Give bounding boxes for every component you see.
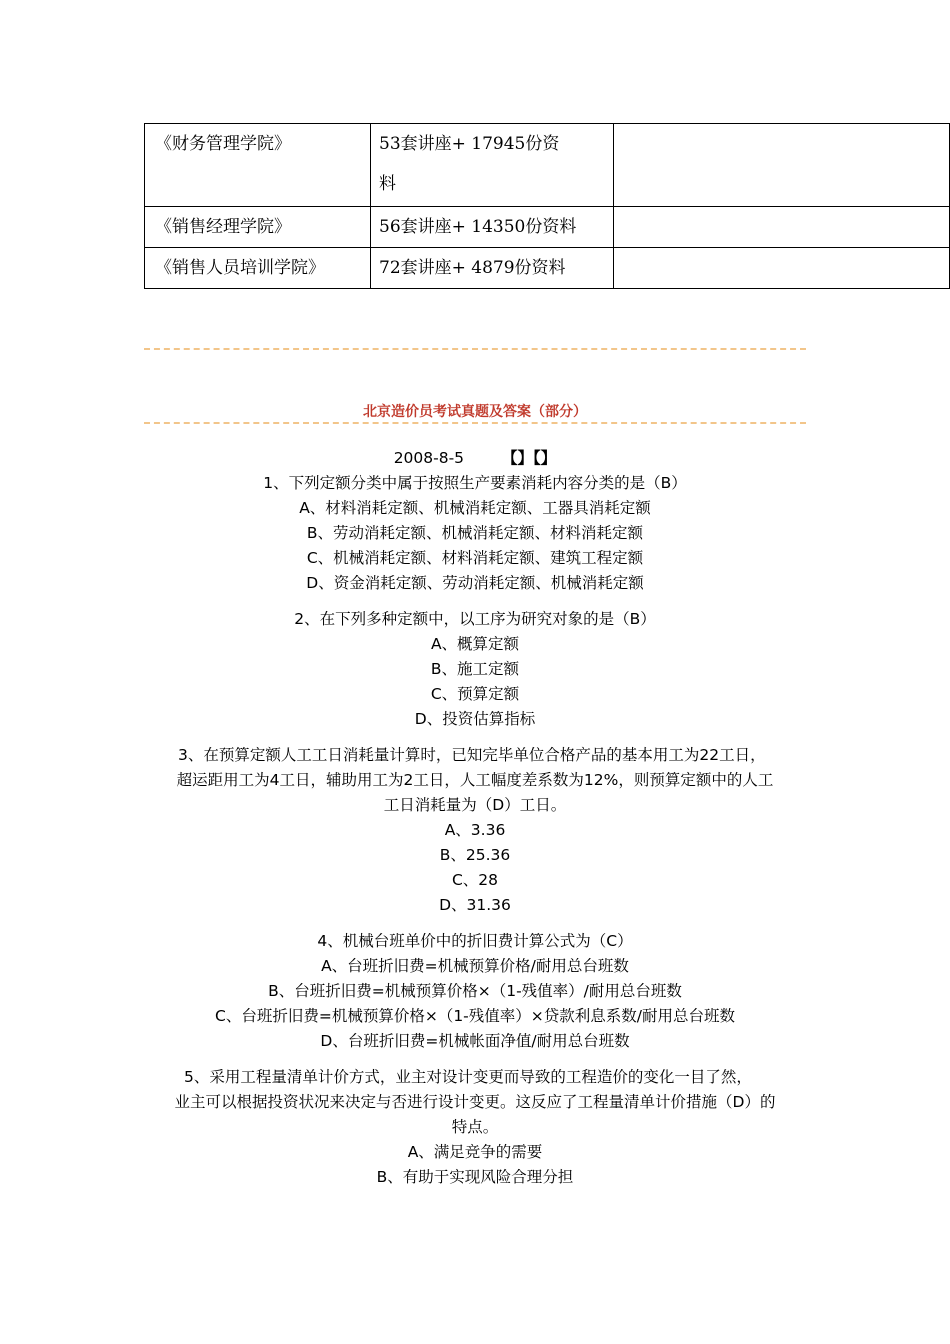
table-cell-name: 《销售人员培训学院》 xyxy=(145,248,371,289)
divider-bottom xyxy=(144,422,806,424)
question-3-line3: 工日消耗量为（D）工日。 xyxy=(383,796,567,814)
table-cell-desc xyxy=(371,124,614,207)
desc-part: 53套讲座+ 17945份资 xyxy=(379,134,560,154)
option: A、3.36 xyxy=(444,821,506,839)
option: B、台班折旧费=机械预算价格×（1-残值率）/耐用总台班数 xyxy=(268,982,682,1000)
article-date: 2008-8-5 xyxy=(393,449,465,467)
option: A、台班折旧费=机械预算价格/耐用总台班数 xyxy=(321,957,629,975)
question-5-line1: 5、采用工程量清单计价方式，业主对设计变更而导致的工程造价的变化一目了然， xyxy=(184,1068,752,1086)
divider-top xyxy=(144,348,806,350)
table-row xyxy=(145,248,950,289)
table-cell-name: 《销售经理学院》 xyxy=(145,207,371,248)
article-body xyxy=(144,446,806,1190)
option: C、预算定额 xyxy=(430,685,520,703)
question-5-line3: 特点。 xyxy=(451,1118,499,1136)
question-3-line2: 超运距用工为4工日，辅助用工为2工日，人工幅度差系数为12%，则预算定额中的人工 xyxy=(176,771,774,789)
option: D、31.36 xyxy=(439,896,511,914)
brackets: 【】【】 xyxy=(502,449,557,467)
option: C、28 xyxy=(451,871,499,889)
desc-part: 料 xyxy=(379,174,396,194)
option: A、材料消耗定额、机械消耗定额、工器具消耗定额 xyxy=(299,499,651,517)
option: B、施工定额 xyxy=(430,660,520,678)
question-3-line1: 3、在预算定额人工工日消耗量计算时，已知完毕单位合格产品的基本用工为22工日， xyxy=(178,746,766,764)
option: D、资金消耗定额、劳动消耗定额、机械消耗定额 xyxy=(306,574,644,592)
table-cell-desc: 56套讲座+ 14350份资料 xyxy=(371,207,614,248)
table-cell-name: 《财务管理学院》 xyxy=(145,124,371,207)
table-cell-desc: 72套讲座+ 4879份资料 xyxy=(371,248,614,289)
resource-table xyxy=(144,123,950,289)
option: A、满足竞争的需要 xyxy=(407,1143,543,1161)
date-line xyxy=(144,446,806,471)
option: D、投资估算指标 xyxy=(414,710,536,728)
option: B、劳动消耗定额、机械消耗定额、材料消耗定额 xyxy=(306,524,644,542)
option: D、台班折旧费=机械帐面净值/耐用总台班数 xyxy=(320,1032,630,1050)
question-1: 1、下列定额分类中属于按照生产要素消耗内容分类的是（B） xyxy=(263,474,687,492)
question-4: 4、机械台班单价中的折旧费计算公式为（C） xyxy=(317,932,633,950)
option: C、台班折旧费=机械预算价格×（1-残值率）×贷款利息系数/耐用总台班数 xyxy=(215,1007,735,1025)
table-cell-extra xyxy=(614,248,950,289)
option: B、有助于实现风险合理分担 xyxy=(376,1168,574,1186)
table-cell-extra xyxy=(614,124,950,207)
table-row xyxy=(145,124,950,207)
option: B、25.36 xyxy=(439,846,511,864)
option: A、概算定额 xyxy=(430,635,520,653)
question-5-line2: 业主可以根据投资状况来决定与否进行设计变更。这反应了工程量清单计价措施（D）的 xyxy=(174,1093,776,1111)
option: C、机械消耗定额、材料消耗定额、建筑工程定额 xyxy=(306,549,644,567)
question-2: 2、在下列多种定额中，以工序为研究对象的是（B） xyxy=(294,610,656,628)
table-row xyxy=(145,207,950,248)
table-cell-extra xyxy=(614,207,950,248)
article-title: 北京造价员考试真题及答案（部分） xyxy=(363,404,587,420)
